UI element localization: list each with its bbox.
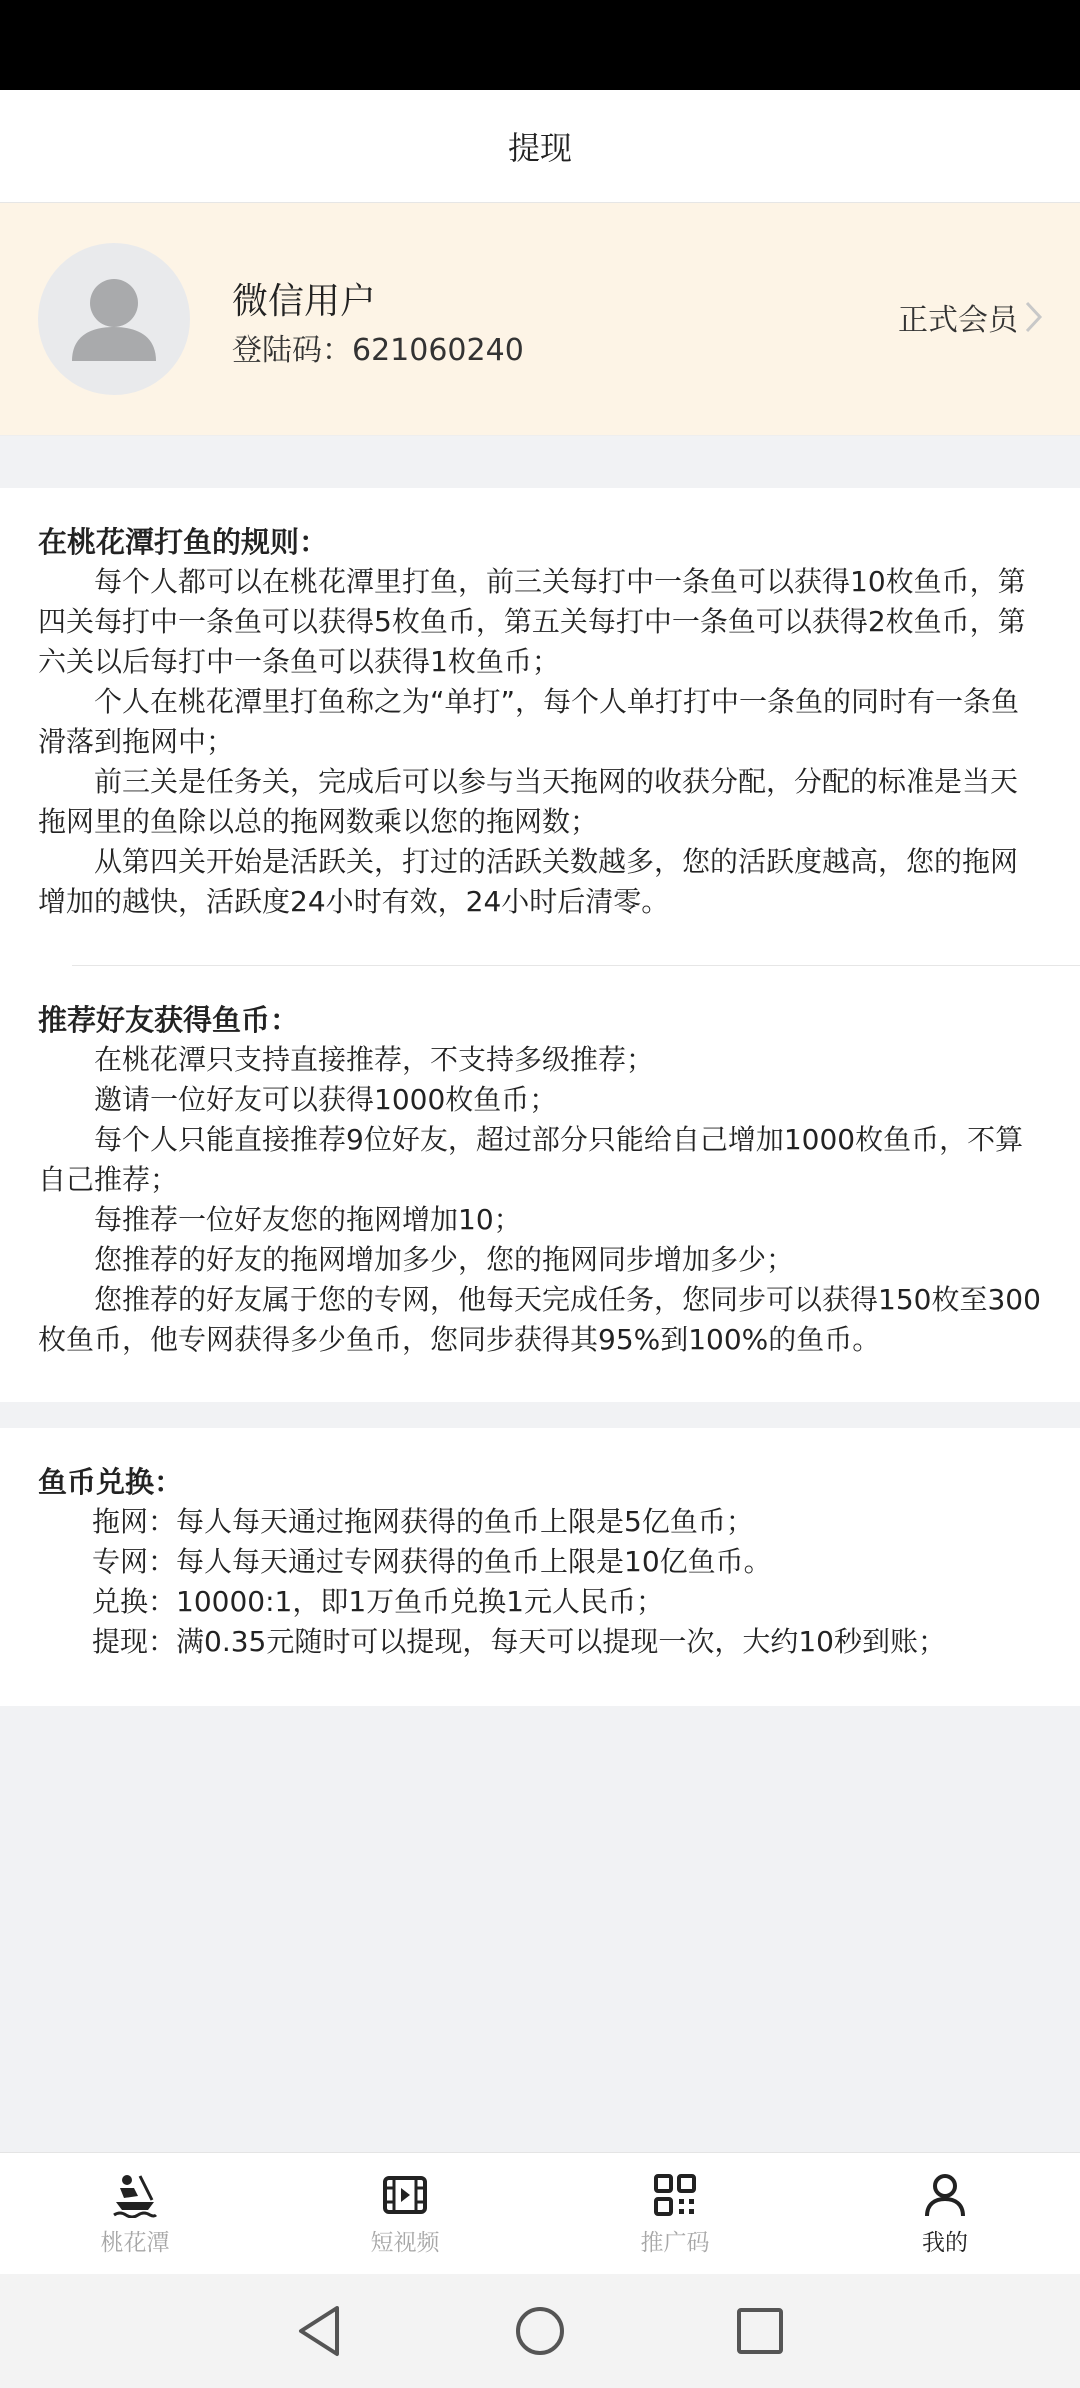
exchange-line: 拖网：每人每天通过拖网获得的鱼币上限是5亿鱼币； (92, 1505, 754, 1538)
qr-code-icon (652, 2172, 698, 2218)
recents-button[interactable] (650, 2306, 870, 2356)
referral-paragraph: 在桃花潭只支持直接推荐，不支持多级推荐； (94, 1043, 655, 1076)
tab-label: 我的 (922, 2229, 968, 2256)
member-status-link[interactable] (898, 295, 1044, 339)
section-title: 鱼币兑换： (38, 1465, 184, 1499)
login-code: 登陆码：621060240 (232, 333, 524, 368)
referral-paragraph: 您推荐的好友的拖网增加多少，您的拖网同步增加多少； (94, 1243, 795, 1276)
exchange-section (0, 1428, 1080, 1706)
tab-label: 推广码 (640, 2229, 710, 2256)
person-icon (922, 2172, 968, 2218)
tab-short-video[interactable] (270, 2153, 540, 2275)
chevron-right-icon (1024, 300, 1044, 334)
tab-label: 短视频 (370, 2229, 440, 2256)
page-title: 提现 (507, 129, 572, 167)
recents-square-icon (735, 2306, 785, 2356)
back-triangle-icon (295, 2304, 345, 2358)
section-title: 推荐好友获得鱼币： (38, 1003, 300, 1037)
exchange-line: 提现：满0.35元随时可以提现，每天可以提现一次，大约10秒到账； (92, 1625, 946, 1658)
avatar[interactable] (38, 243, 190, 395)
member-label: 正式会员 (898, 303, 1018, 338)
referral-paragraph: 每个人只能直接推荐9位好友，超过部分只能给自己增加1000枚鱼币，不算自己推荐； (38, 1123, 1024, 1196)
profile-card[interactable] (0, 203, 1080, 436)
referral-section (0, 966, 1080, 1402)
fishing-boat-icon (112, 2172, 158, 2218)
exchange-line: 兑换：10000:1，即1万鱼币兑换1元人民币； (92, 1585, 664, 1618)
rule-paragraph: 从第四关开始是活跃关，打过的活跃关数越多，您的活跃度越高，您的拖网增加的越快，活跃度24小时有效，24小时后清零。 (38, 845, 1019, 918)
video-icon (382, 2172, 428, 2218)
exchange-line: 专网：每人每天通过专网获得的鱼币上限是10亿鱼币。 (92, 1545, 772, 1578)
avatar-person-icon (38, 243, 190, 395)
tab-taohuatan[interactable] (0, 2153, 270, 2275)
tab-mine[interactable] (810, 2153, 1080, 2275)
tab-promo-code[interactable] (540, 2153, 810, 2275)
home-circle-icon (513, 2304, 567, 2358)
tab-label: 桃花潭 (100, 2229, 170, 2256)
referral-paragraph: 您推荐的好友属于您的专网，他每天完成任务，您同步可以获得150枚至300枚鱼币，他专网获得多少鱼币，您同步获得其95%到100%的鱼币。 (38, 1283, 1041, 1356)
bottom-tab-bar (0, 2152, 1080, 2275)
home-button[interactable] (430, 2304, 650, 2358)
back-button[interactable] (210, 2304, 430, 2358)
user-name: 微信用户 (232, 281, 377, 322)
rule-paragraph: 个人在桃花潭里打鱼称之为“单打”，每个人单打打中一条鱼的同时有一条鱼滑落到拖网中； (38, 685, 1020, 758)
referral-paragraph: 每推荐一位好友您的拖网增加10； (94, 1203, 522, 1236)
status-bar (0, 0, 1080, 90)
system-nav-bar (0, 2274, 1080, 2388)
rule-paragraph: 每个人都可以在桃花潭里打鱼，前三关每打中一条鱼可以获得10枚鱼币，第四关每打中一条鱼可以获得5枚鱼币，第五关每打中一条鱼可以获得2枚鱼币，第六关以后每打中一条鱼可以获得1枚鱼币； (38, 565, 1026, 678)
rules-section (0, 488, 1080, 966)
section-title: 在桃花潭打鱼的规则： (38, 525, 329, 559)
referral-paragraph: 邀请一位好友可以获得1000枚鱼币； (94, 1083, 558, 1116)
page-header (0, 90, 1080, 203)
rule-paragraph: 前三关是任务关，完成后可以参与当天拖网的收获分配，分配的标准是当天拖网里的鱼除以总的拖网数乘以您的拖网数； (38, 765, 1019, 838)
